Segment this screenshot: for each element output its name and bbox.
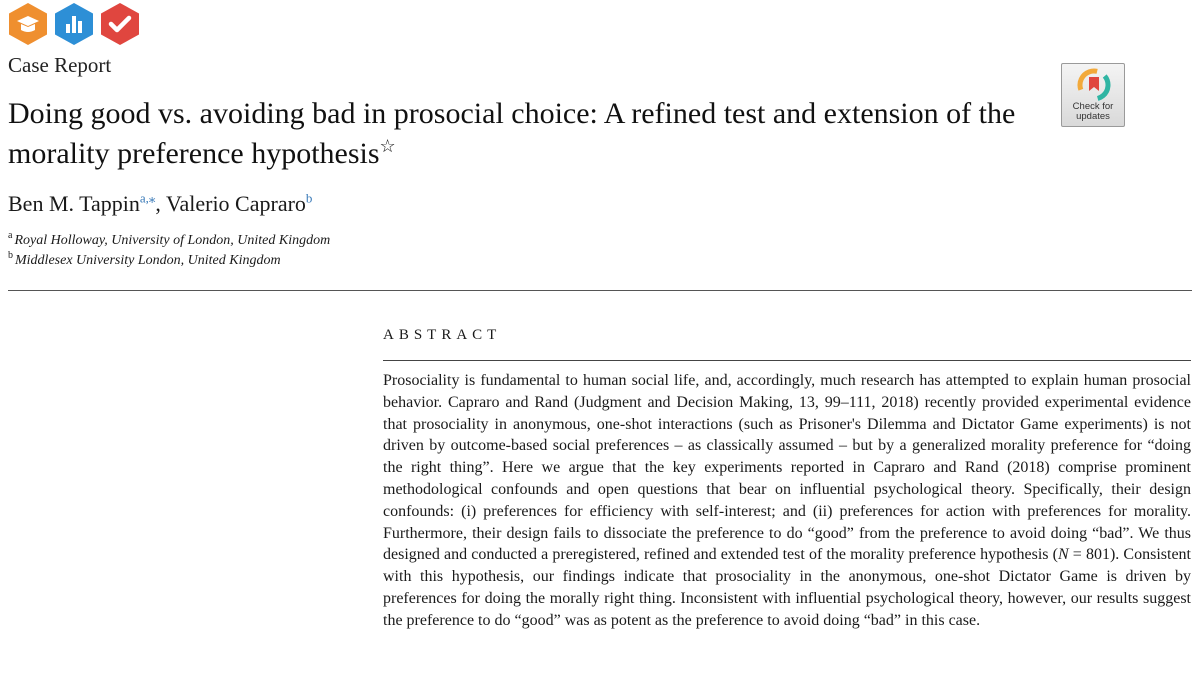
author-list <box>8 190 312 218</box>
affiliation-marker: b <box>8 250 13 262</box>
author-affiliation-link[interactable]: b <box>305 190 313 206</box>
author-name: Valerio Capraro <box>166 191 306 216</box>
affiliation <box>8 232 330 250</box>
author-name: Ben M. Tappin <box>8 191 140 216</box>
title-footnote-mark[interactable]: ☆ <box>379 136 396 156</box>
affiliation-text: Middlesex University London, United Kingdom <box>15 253 281 268</box>
check-for-updates-icon <box>1077 68 1111 102</box>
bar-chart-icon[interactable] <box>54 2 94 46</box>
article-title <box>8 94 1048 174</box>
affiliation <box>8 252 281 270</box>
abstract-divider <box>383 360 1191 361</box>
check-for-updates-button[interactable] <box>1061 63 1125 127</box>
author-separator: , <box>155 191 167 216</box>
abstract-heading: ABSTRACT <box>383 327 502 343</box>
header-divider <box>8 290 1192 291</box>
article-type: Case Report <box>8 53 112 77</box>
checkmark-icon[interactable] <box>100 2 140 46</box>
graduation-cap-icon[interactable] <box>8 2 48 46</box>
affiliation-text: Royal Holloway, University of London, United Kingdom <box>14 233 331 248</box>
affiliation-marker: a <box>8 230 13 242</box>
abstract-text: Prosociality is fundamental to human social life, and, accordingly, much research has attempted to explain human prosocial behavior. Capraro and Rand (Judgment and Decision Making, 13, 99–111, 2018) recently provided experimental evidence that prosociality in anonymous, one-shot interactions (such as Prisoner's Dilemma and Dictator Game experiments) is not driven by outcome-based social preferences – as classically assumed – but by a generalized morality preference for “doing the right thing”. Here we argue that the key experiments reported in Capraro and Rand (2018) comprise prominent methodological confounds and open questions that bear on influential psychological theory. Specifically, their design confounds: (i) preferences for efficiency with self-interest; and (ii) preferences for action with preferences for morality. Furthermore, their design fails to dissociate the preference to do “good” from the preference to avoid doing “bad”. We thus designed and conducted a preregistered, refined and extended test of the morality preference hypothesis (N = 801). Consistent with this hypothesis, our findings indicate that prosociality in the anonymous, one-shot Dictator Game is driven by preferences for doing the morally right thing. Inconsistent with influential psychological theory, however, our results suggest the preference to do “good” was as potent as the preference to avoid doing “bad” in this case. <box>383 372 1191 629</box>
check-for-updates-label: Check for updates <box>1072 101 1114 122</box>
author-affiliation-link[interactable]: a,⁎ <box>139 190 156 206</box>
title-text: Doing good vs. avoiding bad in prosocial choice: A refined test and extension of the morality preference hypothesis <box>8 97 1016 170</box>
